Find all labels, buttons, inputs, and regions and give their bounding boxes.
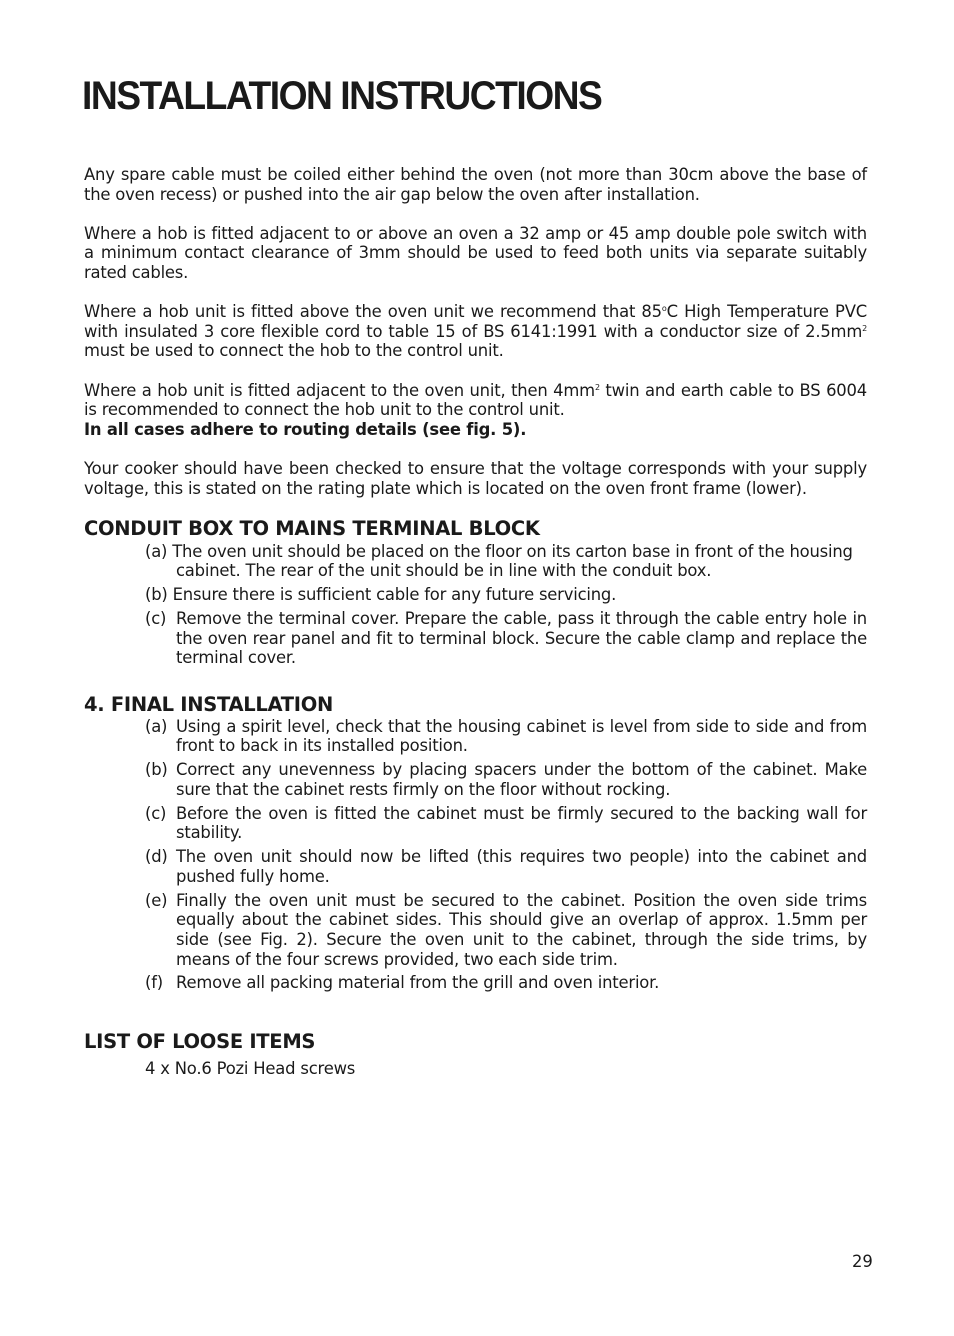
conduit-steps [145,542,867,668]
list-item [145,717,867,756]
loose-item: 4 x No.6 Pozi Head screws [145,1059,356,1079]
list-item-text: Remove all packing material from the grill and oven interior. [176,973,660,993]
list-item-label: (c) [145,803,167,823]
list-item-text: The oven unit should now be lifted (this requires two people) into the cabinet and pushed fully home. [176,847,867,886]
list-item [145,804,867,843]
text-fragment: Where a hob unit is fitted adjacent to the oven unit, then 4mm [84,380,595,400]
final-installation-steps [145,717,867,993]
paragraph-hob-adjacent [84,381,867,420]
list-item [145,891,867,969]
list-item-text: Correct any unevenness by placing spacers under the bottom of the cabinet. Make sure that the cabinet rests firmly on the floor without rocking. [176,760,867,799]
text-fragment: twin and earth cable to BS 6004 is recommended to connect the hob unit to the control unit. [84,380,867,420]
section-heading-final-installation: 4. FINAL INSTALLATION [84,692,334,716]
superscript-squared: 2 [862,323,867,333]
main-content [84,165,867,1079]
paragraph-voltage: Your cooker should have been checked to ensure that the voltage corresponds with your supply voltage, this is stated on the rating plate which is located on the oven front frame (lower). [84,458,867,498]
list-item-label: (f) [145,973,163,993]
list-item-label: (e) [145,890,168,910]
list-item-label: (a) [145,716,168,736]
list-item-label: (b) [145,760,168,780]
list-item [145,760,867,799]
list-item [145,973,867,993]
list-item [145,847,867,886]
list-item: (a) The oven unit should be placed on the floor on its carton base in front of the housing cabinet. The rear of the unit should be in line with the conduit box. [145,541,853,581]
section-heading-loose-items: LIST OF LOOSE ITEMS [84,1030,316,1054]
section-heading-conduit: CONDUIT BOX TO MAINS TERMINAL BLOCK [84,516,540,540]
list-item-text: Before the oven is fitted the cabinet must be firmly secured to the backing wall for stability. [176,803,867,843]
list-item-text: Finally the oven unit must be secured to the cabinet. Position the oven side trims equally about the cabinet sides. This should give an overlap of approx. 1.5mm per side (see Fig. 2). Secure the oven unit to the cabinet, through the side trims, by means of the four screws provided, two each side trim. [176,890,867,969]
superscript-degree: o [661,304,667,314]
list-item [145,609,867,668]
list-item-label: (c) [145,609,167,629]
text-fragment: must be used to connect the hob to the control unit. [84,341,504,361]
list-item-text: Remove the terminal cover. Prepare the cable, pass it through the cable entry hole in the oven rear panel and fit to terminal block. Secure the cable clamp and replace the terminal cover. [176,609,867,668]
page-number: 29 [852,1252,873,1271]
list-item: (b) Ensure there is sufficient cable for any future servicing. [145,585,617,605]
superscript-squared: 2 [594,382,600,392]
paragraph-hob-above [84,302,867,361]
paragraph-spare-cable: Any spare cable must be coiled either behind the oven (not more than 30cm above the base of the oven recess) or pushed into the air gap below the oven after installation. [84,165,867,204]
page-title: INSTALLATION INSTRUCTIONS [82,74,602,118]
list-item-text: Using a spirit level, check that the housing cabinet is level from side to side and from front to back in its installed position. [176,716,867,756]
paragraph-hob-switch: Where a hob is fitted adjacent to or above an oven a 32 amp or 45 amp double pole switch with a minimum contact clearance of 3mm should be used to feed both units via separate suitably rated cables. [84,223,867,282]
list-item-label: (d) [145,847,168,867]
text-fragment: C High Temperature PVC with insulated 3 core flexible cord to table 15 of BS 6141:1991 with a conductor size of 2.5mm [84,302,867,341]
routing-note: In all cases adhere to routing details (see fig. 5). [84,419,527,439]
text-fragment: Where a hob unit is fitted above the oven unit we recommend that 85 [84,302,662,322]
